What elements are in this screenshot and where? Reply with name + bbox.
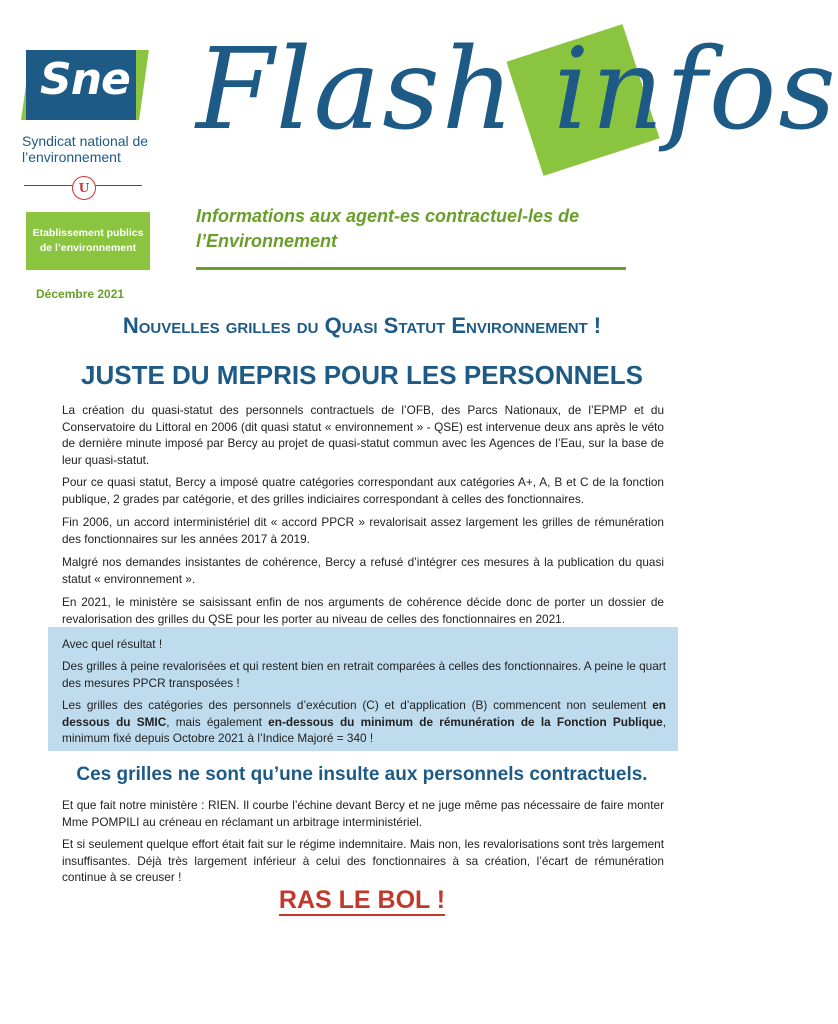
callout-details-text-2: , mais également bbox=[166, 714, 269, 729]
publication-date: Décembre 2021 bbox=[36, 287, 125, 301]
header-divider bbox=[196, 267, 626, 270]
paragraph-indemnity: Et si seulement quelque effort était fait sur le régime indemnitaire. Mais non, les revalorisations sont très largement insuffisantes. Déjà très largement inférieur à celui des fonctionnaires à sa création, l’écart de rémunération continue à se creuser ! bbox=[62, 837, 664, 884]
closing-slogan bbox=[0, 886, 724, 915]
paragraph-2021: En 2021, le ministère se saisissant enfin de nos arguments de cohérence décide donc de porter un dossier de revalorisation des grilles du QSE pour les porter au niveau de celles des fonctionnaires en 2021. bbox=[62, 595, 664, 626]
flash-infos-title: Flash infos bbox=[196, 25, 838, 155]
callout-details bbox=[62, 697, 666, 747]
organization-name: Syndicat national de l’environnement bbox=[22, 133, 149, 165]
paragraph-ministry: Et que fait notre ministère : RIEN. Il courbe l’échine devant Bercy et ne juge même pas nécessaire de faire monter Mme POMPILI au créneau en réclamant un arbitrage interministériel. bbox=[62, 798, 664, 829]
callout-details-bold-smic: en dessous du SMIC bbox=[62, 698, 666, 729]
paragraph-refusal: Malgré nos demandes insistantes de cohérence, Bercy a refusé d’intégrer ces mesures à la publication du quasi statut « environnement ». bbox=[62, 555, 664, 586]
union-logo-icon: U bbox=[72, 176, 96, 200]
secondary-headline: JUSTE DU MEPRIS POUR LES PERSONNELS bbox=[81, 360, 643, 390]
newsletter-subtitle: Informations aux agent-es contractuel-les de l’Environnement bbox=[196, 206, 580, 251]
etablissement-badge: Etablissement publics de l’environnement bbox=[26, 212, 150, 270]
paragraph-history: La création du quasi-statut des personnels contractuels de l’OFB, des Parcs Nationaux, de l’EPMP et du Conservatoire du Littoral en 2006 (dit quasi statut « environnement » - QSE) est intervenue deux ans après le véto de dernière minute imposé par Bercy au projet de quasi-statut commun avec les Agences de l’Eau, sur la base de leur quasi-statut. bbox=[62, 403, 664, 467]
callout-details-bold-minimum: en-dessous du minimum de rémunération de la Fonction Publique bbox=[268, 714, 663, 729]
paragraph-categories: Pour ce quasi statut, Bercy a imposé quatre catégories correspondant aux catégories A+, A, B et C de la fonction publique, 2 grades par catégorie, et des grilles indiciaires correspondant à celles des fonctionnaires. bbox=[62, 475, 664, 506]
logo-text: Sne bbox=[40, 54, 130, 105]
sne-logo bbox=[26, 50, 144, 120]
callout-answer: Des grilles à peine revalorisées et qui restent bien en retrait comparées à celles des fonctionnaires. A peine le quart des mesures PPCR transposées ! bbox=[62, 659, 666, 690]
main-headline: Nouvelles grilles du Quasi Statut Environnement ! bbox=[122, 313, 602, 338]
callout-question: Avec quel résultat ! bbox=[62, 637, 163, 651]
callout-details-text-3: , minimum fixé depuis Octobre 2021 à l’Indice Majoré = 340 ! bbox=[62, 714, 666, 745]
section-heading: Ces grilles ne sont qu’une insulte aux personnels contractuels. bbox=[76, 764, 648, 785]
callout-details-text-1: Les grilles des catégories des personnels d’exécution (C) et d’application (B) commencent non seulement bbox=[62, 698, 653, 712]
paragraph-ppcr: Fin 2006, un accord interministériel dit « accord PPCR » revalorisait assez largement les grilles de rémunération des fonctionnaires sur les années 2017 à 2019. bbox=[62, 515, 664, 546]
closing-slogan-text: RAS LE BOL ! bbox=[278, 886, 446, 914]
